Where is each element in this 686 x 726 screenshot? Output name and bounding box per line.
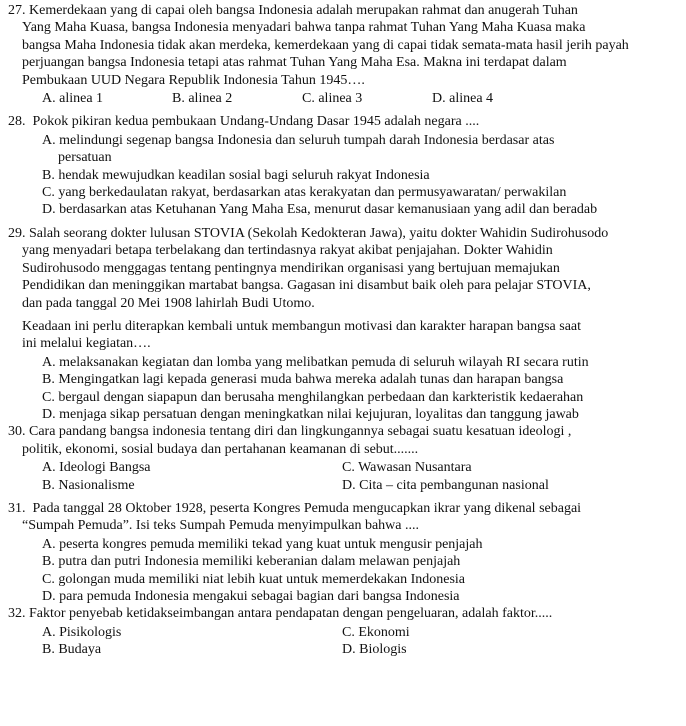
question-27-text: 27. Kemerdekaan yang di capai oleh bangsa Indonesia adalah merupakan rahmat dan anugerah Tuhan Yang Maha Kuasa, bangsa Indonesia menyadari bahwa tanpa rahmat Tuhan Yang Maha Kuasa maka bangsa Maha Indonesia tidak akan merdeka, kemerdekaan yang di capai tidak semata-mata hasil jerih payah perjuangan bangsa Indonesia tetapi atas rahmat Tuhan Yang Maha Esa. Makna ini terdapat dalam Pembukaan UUD Negara Republik Indonesia Tahun 1945…. <box>8 3 629 88</box>
option-b[interactable]: B. Nasionalisme <box>42 477 135 493</box>
option-c[interactable]: C. Wawasan Nusantara <box>342 460 472 476</box>
option-d[interactable]: D. Cita – cita pembangunan nasional <box>342 477 549 493</box>
question-29-options <box>42 354 678 424</box>
question-30-options <box>42 459 678 494</box>
option-d[interactable]: D. Biologis <box>342 642 407 658</box>
option-a[interactable]: A. peserta kongres pemuda memiliki tekad yang kuat untuk mengusir penjajah <box>42 536 483 552</box>
option-a[interactable]: A. Pisikologis <box>42 624 122 640</box>
question-31-options <box>42 536 678 606</box>
option-c[interactable]: C. Ekonomi <box>342 624 410 640</box>
option-c[interactable]: C. golongan muda memiliki niat lebih kuat untuk memerdekakan Indonesia <box>42 571 466 587</box>
question-31-text: 31. Pada tanggal 28 Oktober 1928, peserta Kongres Pemuda mengucapkan ikrar yang dikenal sebagai “Sumpah Pemuda”. Isi teks Sumpah Pemuda menyimpulkan bahwa .... <box>8 500 582 534</box>
question-29-text: 29. Salah seorang dokter lulusan STOVIA (Sekolah Kedokteran Jawa), yaitu dokter Wahidin Sudirohusodo yang menyadari betapa terbelakang dan tertindasnya rakyat akibat penjajahan. Dokter Wahidin Sudirohusodo menggagas tentang pentingnya mendirikan organisasi yang bertujuan memajukan Pendidikan dan meninggikan martabat bangsa. Gagasan ini disambut baik oleh para pelajar STOVIA, dan pada tanggal 20 Mei 1908 lahirlah Budi Utomo. <box>8 225 609 311</box>
option-d[interactable]: D. alinea 4 <box>432 91 494 107</box>
option-b[interactable]: B. hendak mewujudkan keadilan sosial bagi seluruh rakyat Indonesia <box>42 167 430 183</box>
option-b[interactable]: B. alinea 2 <box>172 91 233 107</box>
option-b[interactable]: B. putra dan putri Indonesia memiliki keberanian dalam melawan penjajah <box>42 554 461 570</box>
option-c[interactable]: C. bergaul dengan siapapun dan berusaha menghilangkan perbedaan dan karkteristik kedaerahan <box>42 389 584 405</box>
question-27-options <box>42 90 678 107</box>
option-a-continued: persatuan <box>58 150 112 166</box>
question-29 <box>8 225 678 423</box>
question-28-options <box>42 132 678 219</box>
option-c[interactable]: C. yang berkedaulatan rakyat, berdasarkan atas kerakyatan dan permusyawaratan/ perwakilan <box>42 185 567 201</box>
question-30-text: 30. Cara pandang bangsa indonesia tentang diri dan lingkungannya sebagai suatu kesatuan ideologi , politik, ekonomi, sosial budaya dan pertahanan keamanan di sebut....... <box>8 424 572 457</box>
question-28 <box>8 113 678 218</box>
option-c[interactable]: C. alinea 3 <box>302 91 363 107</box>
question-32-text: 32. Faktor penyebab ketidakseimbangan antara pendapatan dengan pengeluaran, adalah faktor..... <box>8 606 553 622</box>
option-a[interactable]: A. alinea 1 <box>42 91 104 107</box>
option-b[interactable]: B. Mengingatkan lagi kepada generasi muda bahwa mereka adalah tunas dan harapan bangsa <box>42 372 564 388</box>
question-29-prompt: Keadaan ini perlu diterapkan kembali untuk membangun motivasi dan karakter harapan bangsa saat ini melalui kegiatan…. <box>22 318 582 352</box>
question-number: 27. <box>8 3 26 18</box>
option-a[interactable]: A. melindungi segenap bangsa Indonesia dan seluruh tumpah darah Indonesia berdasar atas <box>42 132 555 148</box>
option-d[interactable]: D. menjaga sikap persatuan dengan meningkatkan nilai kejujuran, loyalitas dan tanggung jawab <box>42 406 579 422</box>
option-b[interactable]: B. Budaya <box>42 642 102 658</box>
question-30 <box>8 423 678 494</box>
option-d[interactable]: D. berdasarkan atas Ketuhanan Yang Maha Esa, menurut dasar kemanusiaan yang adil dan beradab <box>42 202 598 218</box>
option-a[interactable]: A. Ideologi Bangsa <box>42 460 151 476</box>
question-32 <box>8 605 678 658</box>
question-32-options <box>42 624 678 659</box>
option-d[interactable]: D. para pemuda Indonesia mengakui sebagai bagian dari bangsa Indonesia <box>42 589 460 604</box>
question-27 <box>8 2 678 107</box>
option-a[interactable]: A. melaksanakan kegiatan dan lomba yang melibatkan pemuda di seluruh wilayah RI secara rutin <box>42 354 589 370</box>
question-31 <box>8 500 678 605</box>
question-28-text: 28. Pokok pikiran kedua pembukaan Undang-Undang Dasar 1945 adalah negara .... <box>8 114 480 130</box>
